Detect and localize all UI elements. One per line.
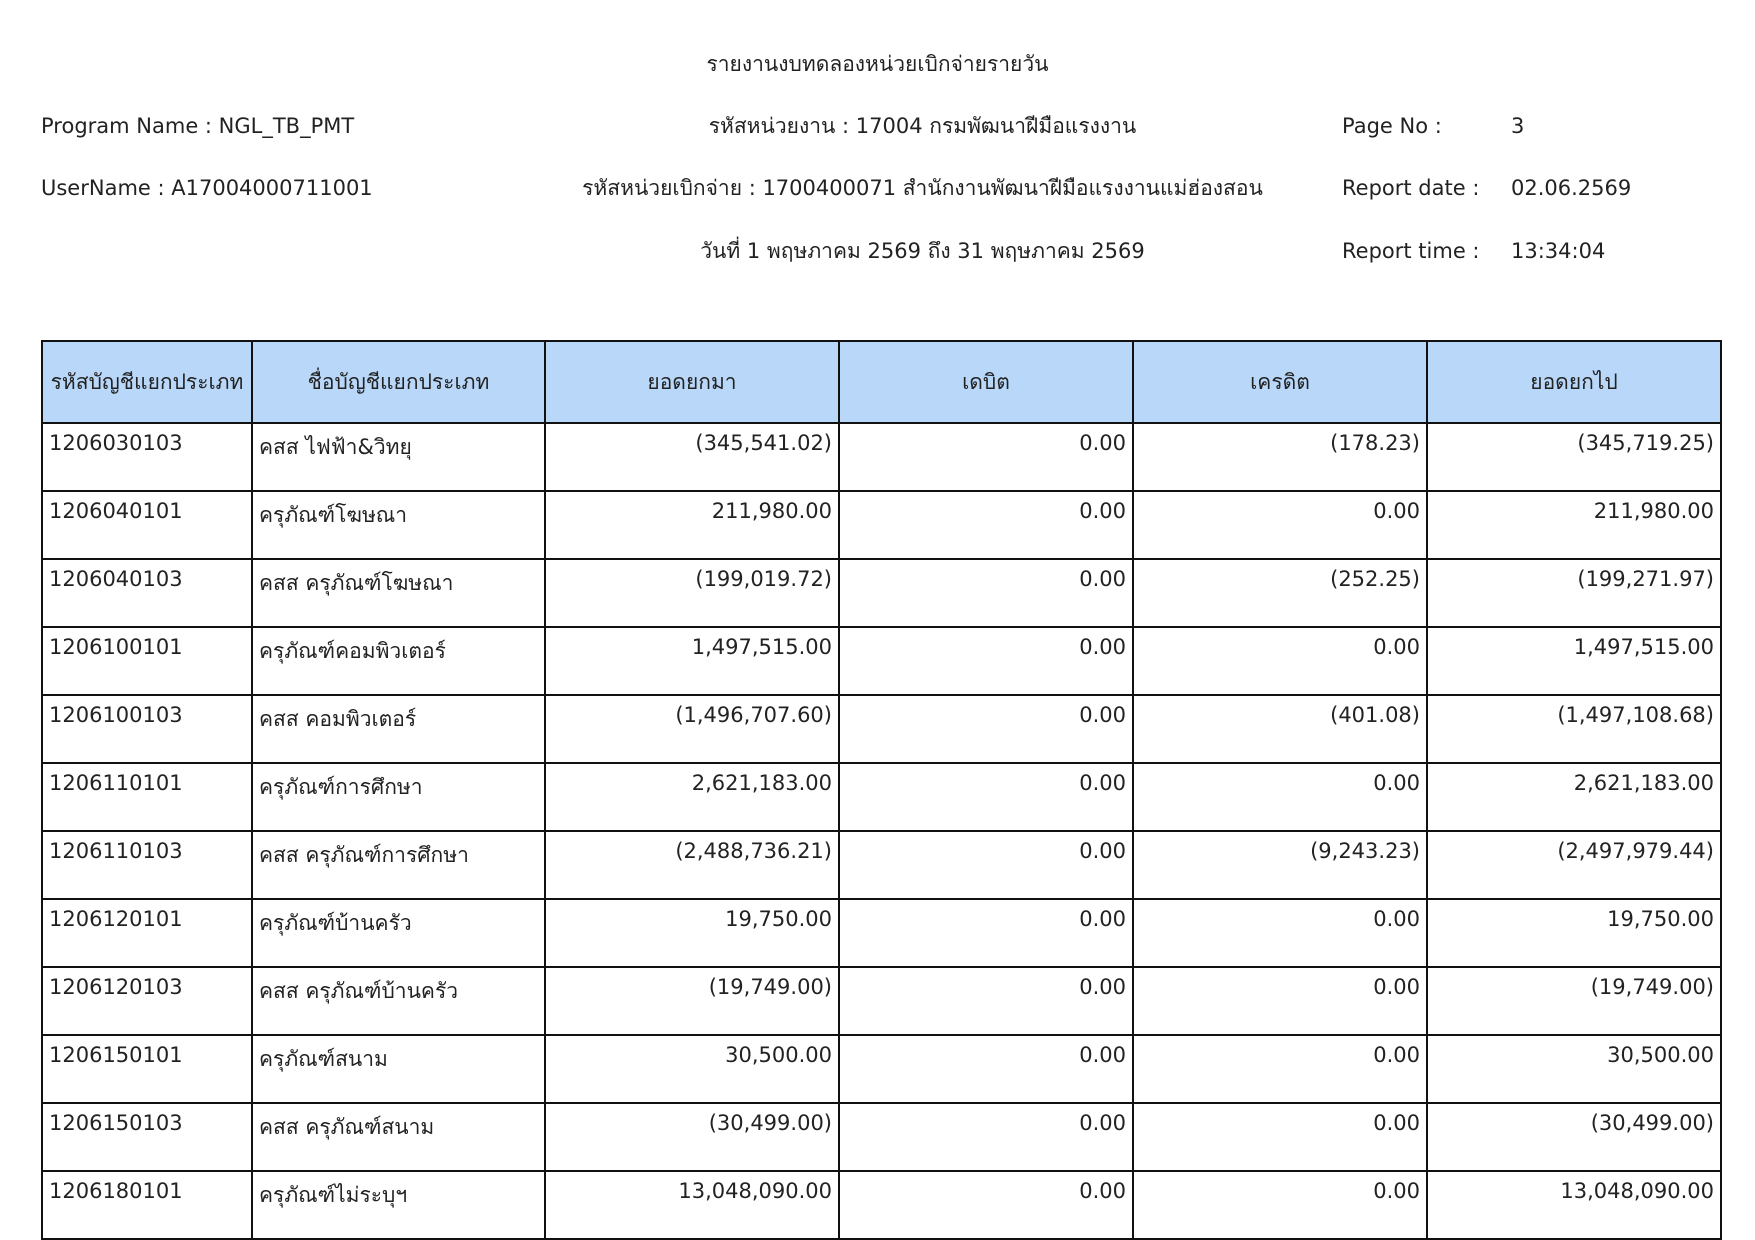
debit: 0.00 [839, 627, 1133, 695]
header-account-name: ชื่อบัญชีแยกประเภท [252, 341, 545, 423]
account-code: 1206030103 [42, 423, 252, 491]
closing-balance: 30,500.00 [1427, 1035, 1721, 1103]
table-row [42, 1103, 1721, 1171]
account-name: ครุภัณฑ์การศึกษา [252, 763, 545, 831]
debit: 0.00 [839, 559, 1133, 627]
table-row [42, 967, 1721, 1035]
account-code: 1206120101 [42, 899, 252, 967]
account-name: ครุภัณฑ์สนาม [252, 1035, 545, 1103]
report-title: รายงานงบทดลองหน่วยเบิกจ่ายรายวัน [706, 52, 1049, 76]
account-name: คสส คอมพิวเตอร์ [252, 695, 545, 763]
credit: 0.00 [1133, 1103, 1427, 1171]
table-row [42, 559, 1721, 627]
closing-balance: 1,497,515.00 [1427, 627, 1721, 695]
report-date-label: Report date : [1342, 176, 1480, 200]
closing-balance: (19,749.00) [1427, 967, 1721, 1035]
credit: 0.00 [1133, 763, 1427, 831]
period-line: วันที่ 1 พฤษภาคม 2569 ถึง 31 พฤษภาคม 2569 [700, 239, 1145, 263]
debit: 0.00 [839, 695, 1133, 763]
credit: 0.00 [1133, 627, 1427, 695]
report-time-label: Report time : [1342, 239, 1480, 263]
page-no-value: 3 [1511, 114, 1525, 138]
program-name: Program Name : NGL_TB_PMT [41, 114, 355, 138]
account-code: 1206100101 [42, 627, 252, 695]
credit: 0.00 [1133, 967, 1427, 1035]
account-name: คสส ครุภัณฑ์สนาม [252, 1103, 545, 1171]
credit: 0.00 [1133, 899, 1427, 967]
closing-balance: (199,271.97) [1427, 559, 1721, 627]
table-row [42, 423, 1721, 491]
opening-balance: (199,019.72) [545, 559, 839, 627]
account-name: ครุภัณฑ์บ้านครัว [252, 899, 545, 967]
account-code: 1206150101 [42, 1035, 252, 1103]
account-name: คสส ครุภัณฑ์โฆษณา [252, 559, 545, 627]
credit: (9,243.23) [1133, 831, 1427, 899]
credit: (252.25) [1133, 559, 1427, 627]
opening-balance: (2,488,736.21) [545, 831, 839, 899]
debit: 0.00 [839, 967, 1133, 1035]
closing-balance: 19,750.00 [1427, 899, 1721, 967]
table-row [42, 695, 1721, 763]
header-debit: เดบิต [839, 341, 1133, 423]
account-name: คสส ไฟฟ้า&วิทยุ [252, 423, 545, 491]
opening-balance: 30,500.00 [545, 1035, 839, 1103]
debit: 0.00 [839, 1171, 1133, 1239]
closing-balance: (2,497,979.44) [1427, 831, 1721, 899]
debit: 0.00 [839, 1103, 1133, 1171]
closing-balance: (345,719.25) [1427, 423, 1721, 491]
closing-balance: 211,980.00 [1427, 491, 1721, 559]
disbursement-unit-line: รหัสหน่วยเบิกจ่าย : 1700400071 สำนักงานพัฒนาฝีมือแรงงานแม่ฮ่องสอน [582, 176, 1263, 200]
table-row [42, 831, 1721, 899]
opening-balance: (1,496,707.60) [545, 695, 839, 763]
table-row [42, 1171, 1721, 1239]
opening-balance: (30,499.00) [545, 1103, 839, 1171]
debit: 0.00 [839, 763, 1133, 831]
header-closing-balance: ยอดยกไป [1427, 341, 1721, 423]
debit: 0.00 [839, 423, 1133, 491]
report-date-value: 02.06.2569 [1511, 176, 1632, 200]
user-name: UserName : A17004000711001 [41, 176, 373, 200]
credit: 0.00 [1133, 1171, 1427, 1239]
account-code: 1206040103 [42, 559, 252, 627]
account-name: ครุภัณฑ์โฆษณา [252, 491, 545, 559]
report-time-value: 13:34:04 [1511, 239, 1606, 263]
header-credit: เครดิต [1133, 341, 1427, 423]
account-code: 1206180101 [42, 1171, 252, 1239]
account-name: ครุภัณฑ์ไม่ระบุฯ [252, 1171, 545, 1239]
account-code: 1206150103 [42, 1103, 252, 1171]
credit: 0.00 [1133, 1035, 1427, 1103]
table-row [42, 1035, 1721, 1103]
header-account-code: รหัสบัญชีแยกประเภท [42, 341, 252, 423]
account-code: 1206040101 [42, 491, 252, 559]
account-code: 1206110101 [42, 763, 252, 831]
opening-balance: (345,541.02) [545, 423, 839, 491]
debit: 0.00 [839, 491, 1133, 559]
closing-balance: (1,497,108.68) [1427, 695, 1721, 763]
credit: (178.23) [1133, 423, 1427, 491]
account-name: ครุภัณฑ์คอมพิวเตอร์ [252, 627, 545, 695]
credit: (401.08) [1133, 695, 1427, 763]
closing-balance: 13,048,090.00 [1427, 1171, 1721, 1239]
closing-balance: 2,621,183.00 [1427, 763, 1721, 831]
table-row [42, 763, 1721, 831]
closing-balance: (30,499.00) [1427, 1103, 1721, 1171]
table-header-row [42, 341, 1721, 423]
debit: 0.00 [839, 899, 1133, 967]
trial-balance-table [41, 340, 1722, 1240]
opening-balance: 1,497,515.00 [545, 627, 839, 695]
agency-line: รหัสหน่วยงาน : 17004 กรมพัฒนาฝีมือแรงงาน [708, 114, 1137, 138]
table-row [42, 899, 1721, 967]
account-code: 1206110103 [42, 831, 252, 899]
table-row [42, 627, 1721, 695]
account-name: คสส ครุภัณฑ์การศึกษา [252, 831, 545, 899]
table-row [42, 491, 1721, 559]
opening-balance: 211,980.00 [545, 491, 839, 559]
debit: 0.00 [839, 831, 1133, 899]
account-code: 1206100103 [42, 695, 252, 763]
opening-balance: 2,621,183.00 [545, 763, 839, 831]
page-no-label: Page No : [1342, 114, 1442, 138]
debit: 0.00 [839, 1035, 1133, 1103]
account-code: 1206120103 [42, 967, 252, 1035]
opening-balance: (19,749.00) [545, 967, 839, 1035]
header-opening-balance: ยอดยกมา [545, 341, 839, 423]
opening-balance: 19,750.00 [545, 899, 839, 967]
opening-balance: 13,048,090.00 [545, 1171, 839, 1239]
credit: 0.00 [1133, 491, 1427, 559]
account-name: คสส ครุภัณฑ์บ้านครัว [252, 967, 545, 1035]
